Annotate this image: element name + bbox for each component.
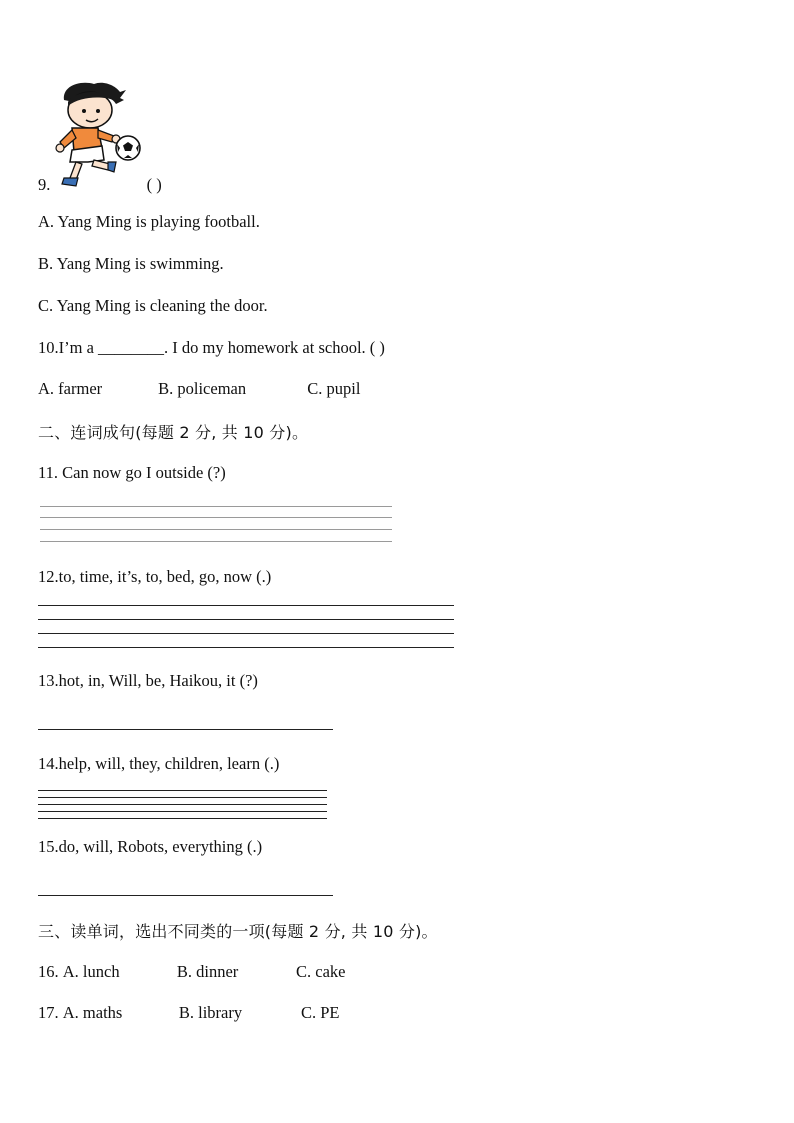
answer-line[interactable] (38, 804, 327, 805)
option-c: C. cake (296, 962, 346, 981)
answer-line[interactable] (38, 797, 327, 798)
answer-line[interactable] (38, 729, 333, 730)
question-17 (38, 1003, 340, 1023)
answer-line[interactable] (38, 895, 333, 896)
answer-line[interactable] (38, 647, 454, 648)
question-9 (38, 175, 162, 195)
answer-line[interactable] (38, 790, 327, 791)
answer-line[interactable] (38, 605, 454, 606)
section-2-heading: 二、连词成句(每题 2 分, 共 10 分)。 (38, 423, 309, 442)
option-a: A. lunch (62, 962, 120, 981)
option-c: C. PE (301, 1003, 340, 1022)
question-number: 16. (38, 962, 59, 981)
question-10-options (38, 379, 360, 399)
option-a: A. farmer (38, 379, 103, 398)
answer-line[interactable] (40, 506, 392, 507)
option-c: C. Yang Ming is cleaning the door. (38, 296, 268, 315)
option-b: B. Yang Ming is swimming. (38, 254, 224, 273)
answer-line[interactable] (38, 633, 454, 634)
question-13: 13.hot, in, Will, be, Haikou, it (?) (38, 671, 258, 690)
answer-line[interactable] (40, 517, 392, 518)
option-c: C. pupil (307, 379, 361, 398)
question-14: 14.help, will, they, children, learn (.) (38, 754, 280, 773)
question-10: 10.I’m a ________. I do my homework at school. ( ) (38, 338, 385, 357)
question-number: 17. (38, 1003, 59, 1022)
section-3-heading: 三、读单词，选出不同类的一项(每题 2 分, 共 10 分)。 (38, 922, 438, 941)
option-b: B. library (178, 1003, 243, 1022)
option-a: A. maths (62, 1003, 123, 1022)
answer-line[interactable] (38, 818, 327, 819)
boy-playing-football-icon (50, 78, 146, 190)
option-a: A. Yang Ming is playing football. (38, 212, 260, 231)
option-b: B. dinner (176, 962, 239, 981)
answer-line[interactable] (40, 529, 392, 530)
question-16 (38, 962, 345, 982)
question-12: 12.to, time, it’s, to, bed, go, now (.) (38, 567, 272, 586)
question-15: 15.do, will, Robots, everything (.) (38, 837, 263, 856)
answer-line[interactable] (38, 619, 454, 620)
answer-paren: ( ) (146, 175, 162, 194)
question-11: 11. Can now go I outside (?) (38, 463, 226, 482)
answer-line[interactable] (38, 811, 327, 812)
option-b: B. policeman (158, 379, 247, 398)
answer-line[interactable] (40, 541, 392, 542)
question-number: 9. (38, 175, 51, 194)
